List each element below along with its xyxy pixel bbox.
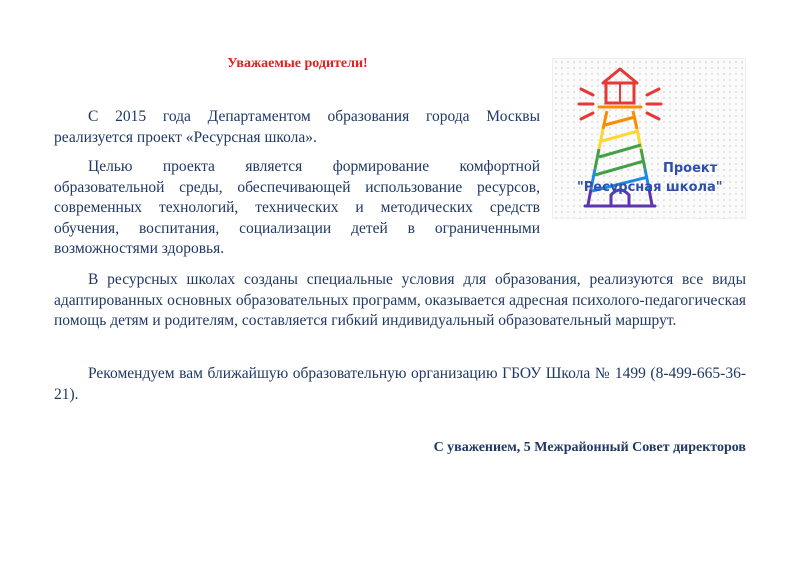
logo-text-project: Проект: [663, 161, 718, 176]
signature: С уважением, 5 Межрайонный Совет директоров: [433, 440, 746, 455]
logo-text-school: "Ресурсная школа": [577, 180, 723, 195]
paragraph-conditions: В ресурсных школах созданы специальные условия для образования, реализуются все виды адаптированных основных образовательных программ, оказывается адресная психолого-педагогическая помощь детям и родителям, составляется гибкий индивидуальный образовательный маршрут.: [54, 271, 746, 329]
resource-school-logo: [552, 58, 746, 219]
paragraph-goal: Целью проекта является формирование комфортной образовательной среды, обеспечивающей использование ресурсов, современных технологий, технических и методических средств обучения, воспитания, социализации детей в ограниченными возможностями здоровья.: [54, 158, 540, 257]
paragraph-intro: С 2015 года Департаментом образования города Москвы реализуется проект «Ресурсная школа».: [54, 108, 540, 146]
lighthouse-icon: [553, 59, 747, 220]
paragraph-recommendation: Рекомендуем вам ближайшую образовательную организацию ГБОУ Школа № 1499 (8-499-665-36-21).: [54, 365, 746, 403]
letter-title: Уважаемые родители!: [227, 56, 368, 71]
